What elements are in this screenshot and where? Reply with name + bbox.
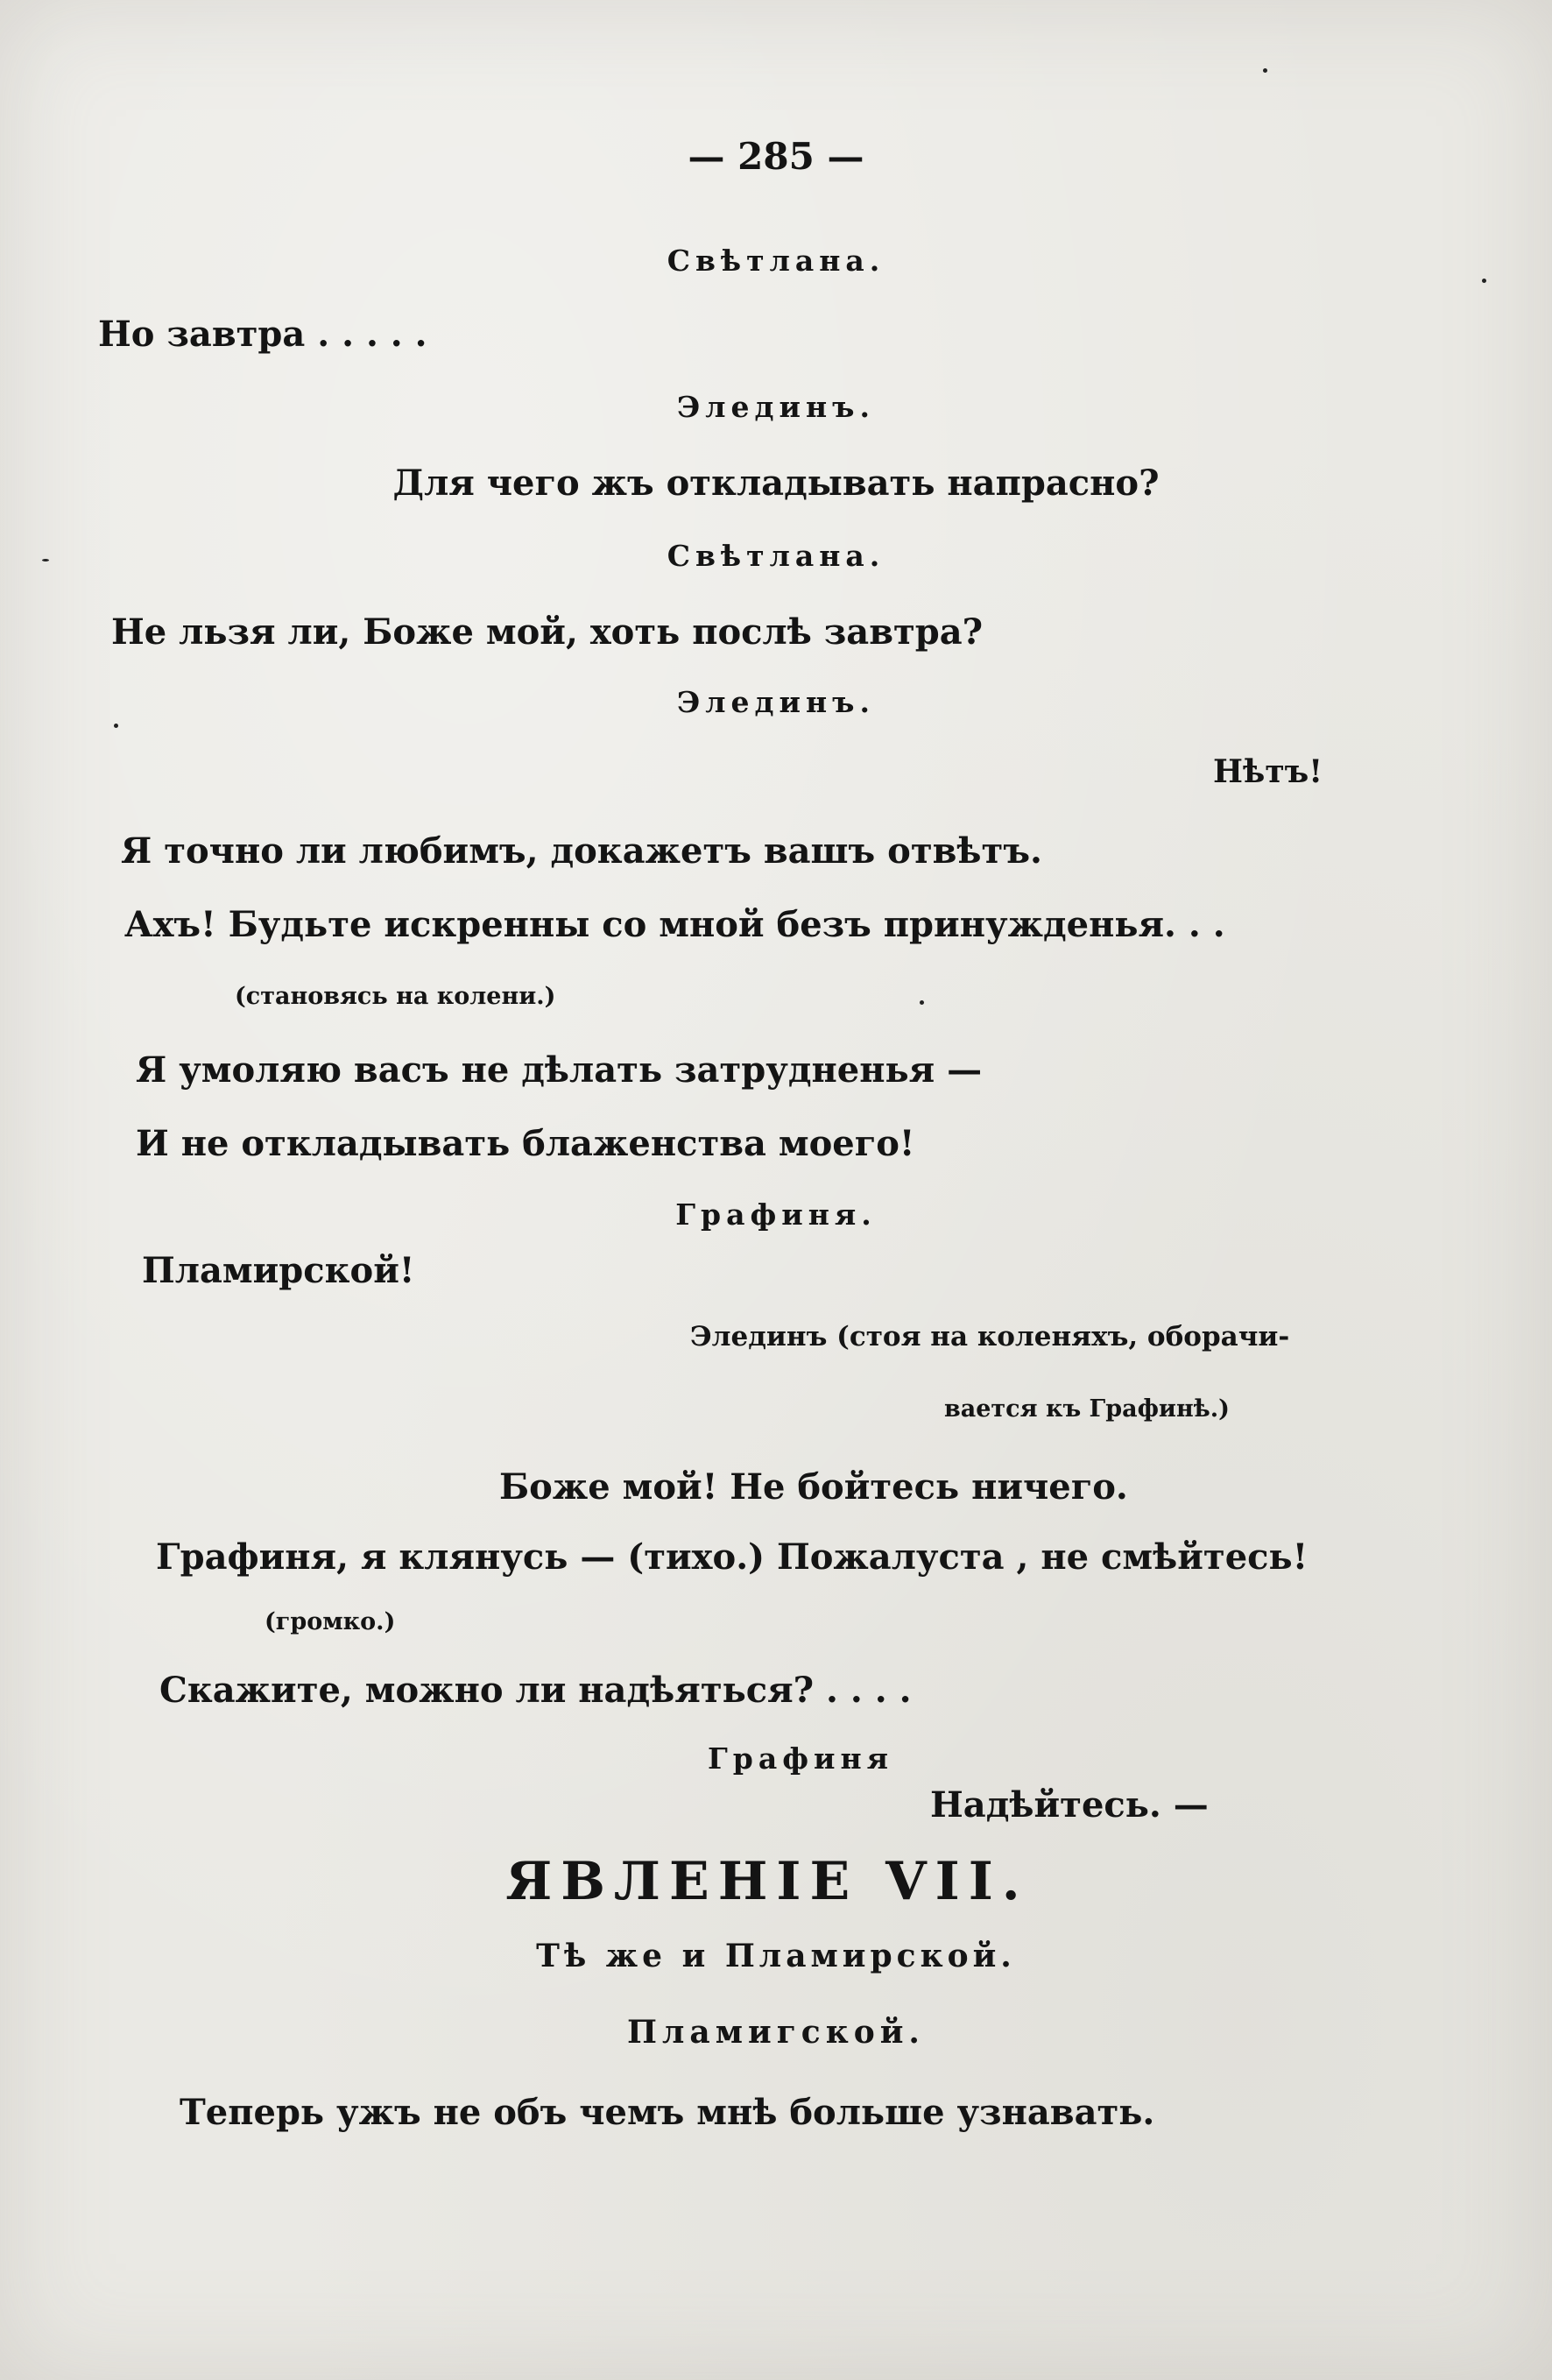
dialogue-line: Но завтра . . . . . bbox=[98, 314, 427, 355]
ink-speck bbox=[920, 1000, 924, 1005]
speaker-name: Свѣтлана. bbox=[667, 244, 885, 278]
ink-speck bbox=[42, 559, 49, 561]
dialogue-line: Для чего жъ откладывать напрасно? bbox=[392, 463, 1160, 504]
speaker-name: Элединъ. bbox=[677, 390, 875, 424]
dialogue-line: Я умоляю васъ не дѣлать затрудненья — bbox=[136, 1049, 983, 1091]
stage-direction: (становясь на колени.) bbox=[235, 983, 556, 1010]
ink-speck bbox=[1263, 68, 1267, 73]
ink-speck bbox=[114, 724, 118, 728]
stage-direction: (громко.) bbox=[265, 1608, 396, 1635]
dialogue-line: Ахъ! Будьте искренны со мной безъ принужденья. . . bbox=[124, 904, 1225, 945]
dialogue-line: Боже мой! Не бойтесь ничего. bbox=[499, 1466, 1128, 1508]
dialogue-line: И не откладывать блаженства моего! bbox=[136, 1123, 915, 1164]
dialogue-line: Не льзя ли, Боже мой, хоть послѣ завтра? bbox=[111, 611, 984, 653]
speaker-name: Пламигской. bbox=[627, 2014, 925, 2051]
dialogue-line: Теперь ужъ не объ чемъ мнѣ больше узнавать. bbox=[180, 2092, 1155, 2133]
dialogue-line: Нѣтъ! bbox=[1213, 753, 1323, 790]
stage-direction: вается къ Графинѣ.) bbox=[944, 1395, 1230, 1423]
scene-characters: Тѣ же и Пламирской. bbox=[536, 1938, 1016, 1974]
dialogue-line: Графиня, я клянусь — (тихо.) Пожалуста , не смѣйтесь! bbox=[156, 1536, 1309, 1578]
ink-speck bbox=[1482, 279, 1486, 283]
dialogue-line: Я точно ли любимъ, докажетъ вашъ отвѣтъ. bbox=[121, 830, 1042, 872]
speaker-name: Свѣтлана. bbox=[667, 539, 885, 573]
speaker-name: Графиня bbox=[708, 1741, 894, 1776]
speaker-with-direction: Элединъ (стоя на коленяхъ, оборачи- bbox=[690, 1321, 1290, 1352]
page-number: — 285 — bbox=[688, 135, 864, 178]
dialogue-line: Пламирской! bbox=[142, 1250, 415, 1291]
speaker-name: Графиня. bbox=[675, 1197, 877, 1232]
speaker-name: Элединъ. bbox=[677, 685, 875, 719]
dialogue-line: Скажите, можно ли надѣяться? . . . . bbox=[159, 1670, 912, 1711]
scene-heading: ЯВЛЕНІЕ VII. bbox=[505, 1851, 1029, 1912]
dialogue-line: Надѣйтесь. — bbox=[930, 1784, 1209, 1826]
